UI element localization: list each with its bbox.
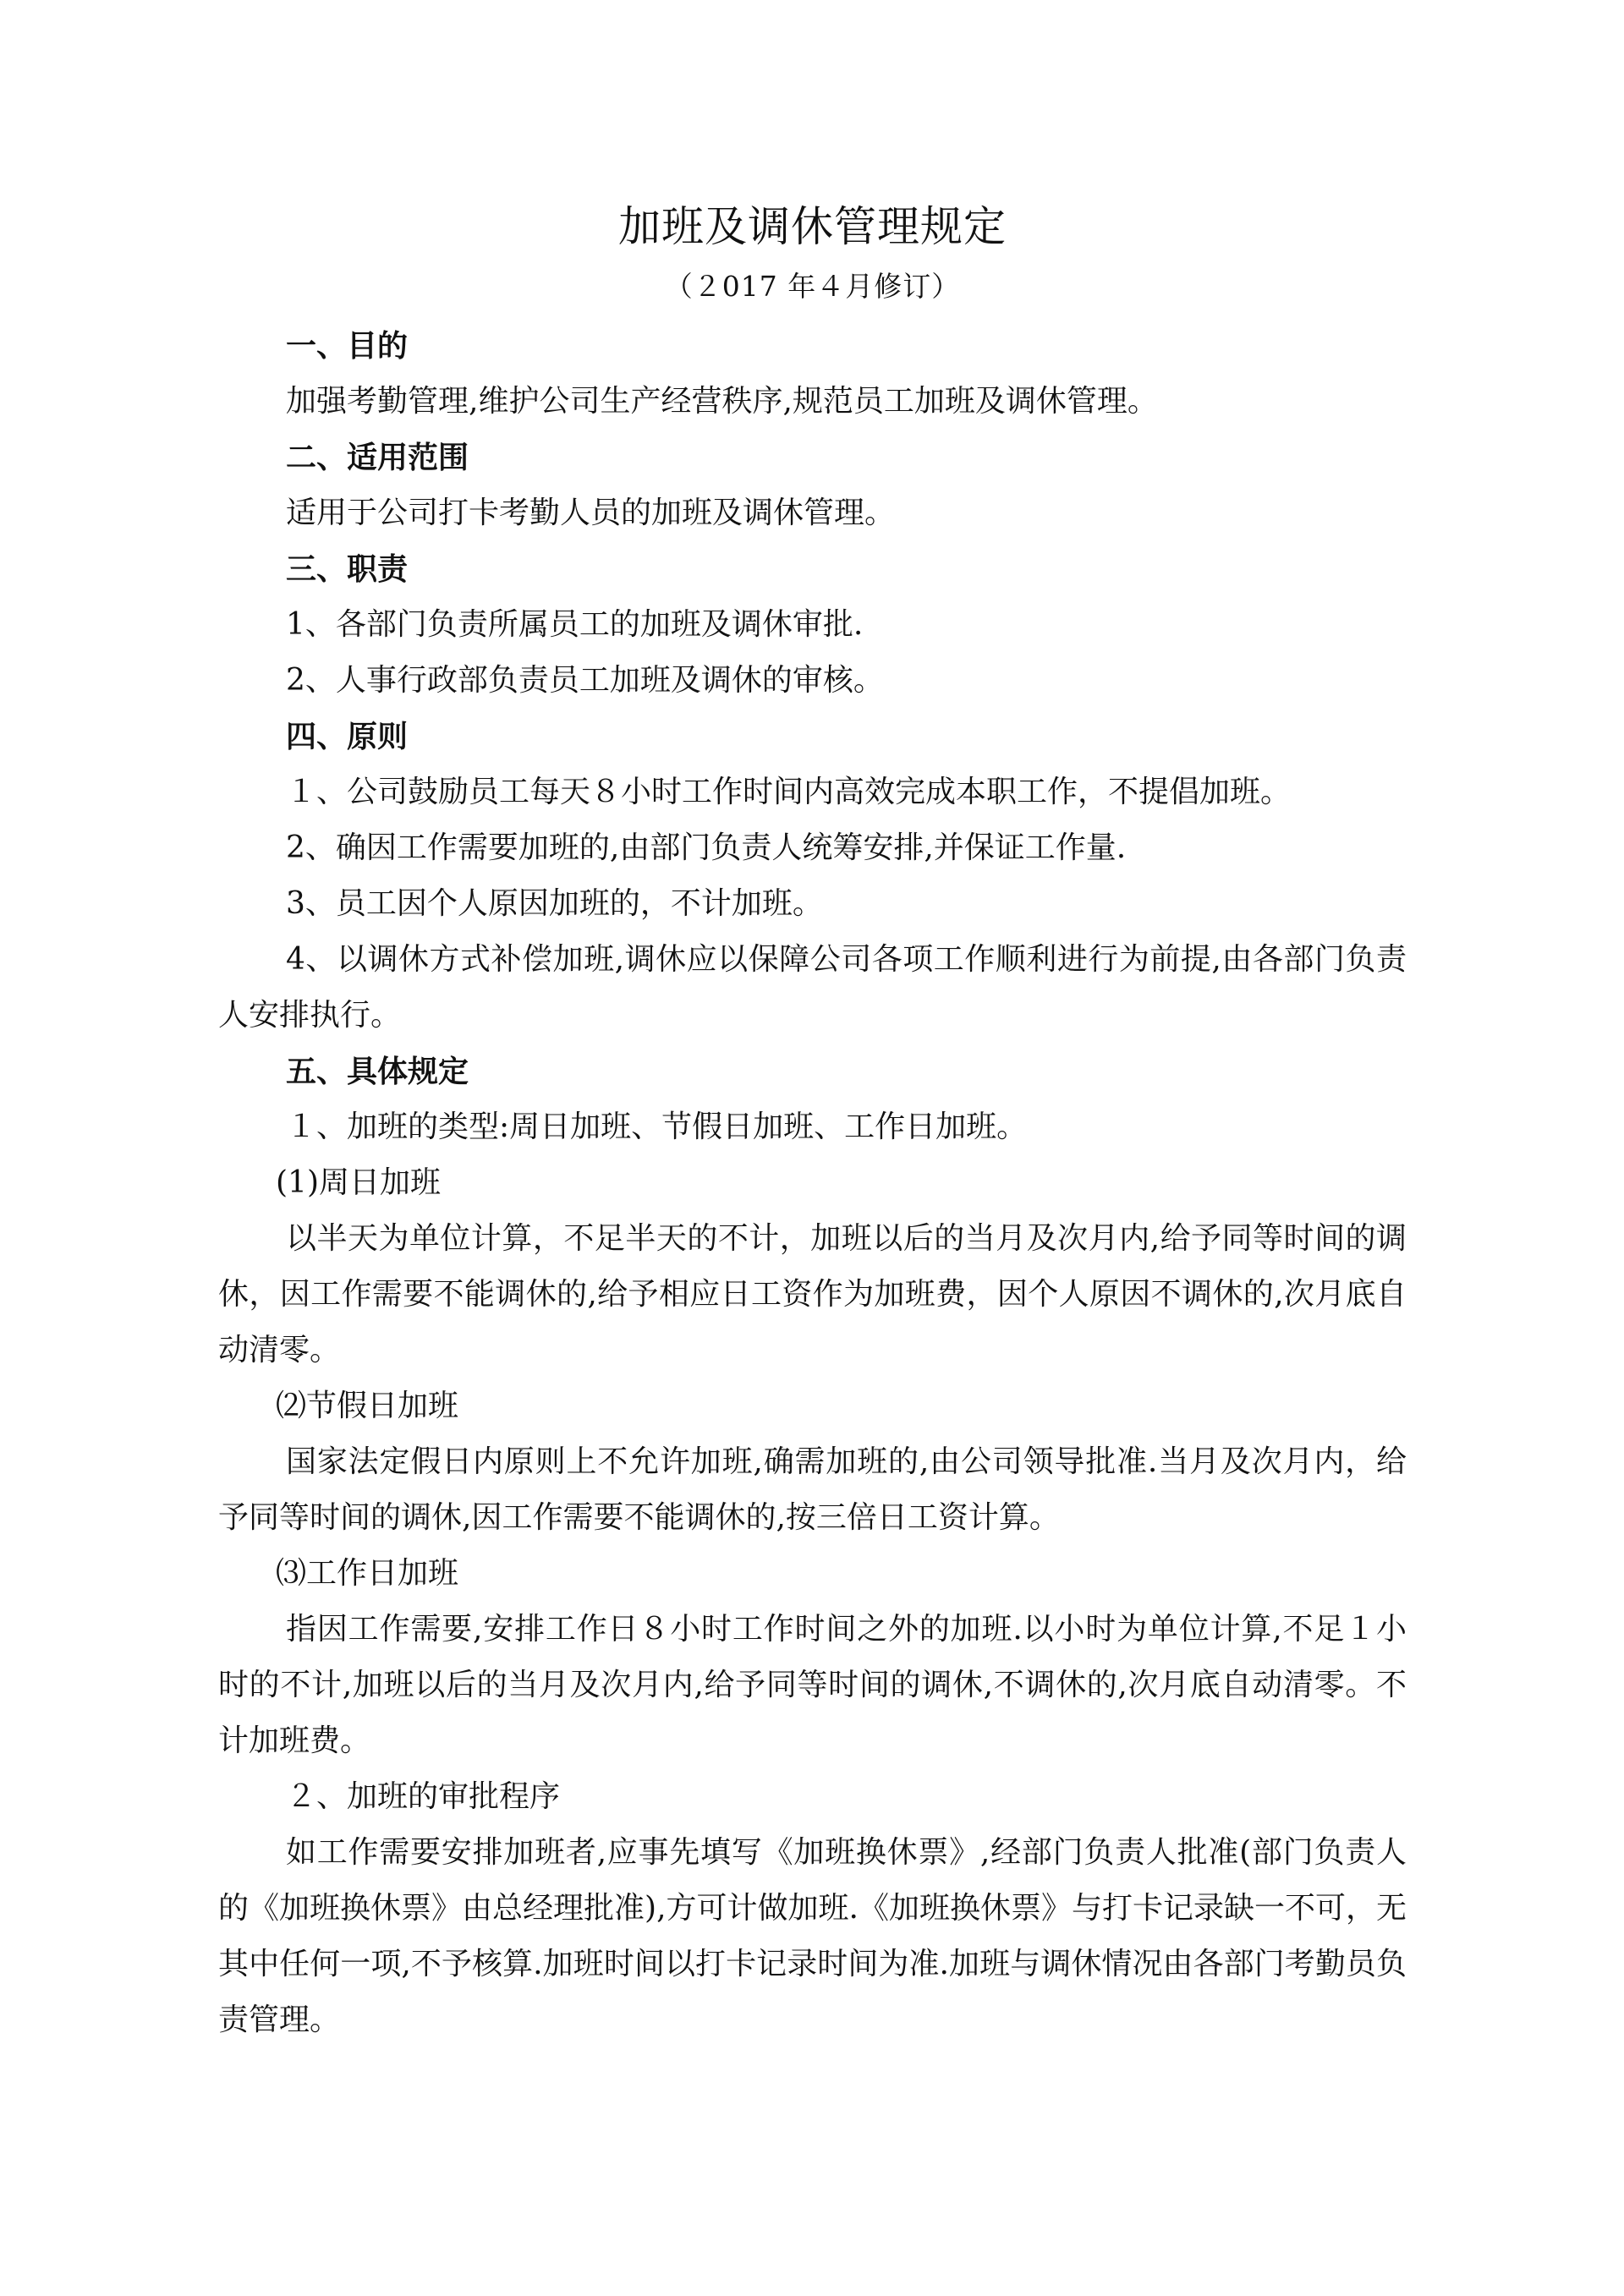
section-heading-purpose: 一、目的 [286, 328, 409, 364]
rules-sub3-heading: ⑶工作日加班 [276, 1556, 459, 1591]
duties-item-2: 2、人事行政部负责员工加班及调休的审核。 [286, 663, 884, 698]
document-subtitle: （２017 年４月修订） [664, 270, 961, 303]
principles-item-1: １、公司鼓励员工每天８小时工作时间内高效完成本职工作，不提倡加班。 [286, 775, 1292, 809]
rules-sub2-text: 国家法定假日内原则上不允许加班,确需加班的,由公司领导批准.当月及次月内，给予同等时间的调休,因工作需要不能调休的,按三倍日工资计算。 [218, 1444, 1407, 1535]
duties-item-1: 1、各部门负责所属员工的加班及调休审批. [286, 607, 864, 642]
section-text-scope: 适用于公司打卡考勤人员的加班及调休管理。 [286, 496, 896, 530]
principles-item-3: 3、员工因个人原因加班的，不计加班。 [286, 886, 823, 921]
section-heading-scope: 二、适用范围 [286, 440, 469, 475]
section-heading-rules: 五、具体规定 [286, 1054, 469, 1089]
rules-item-2-text: 如工作需要安排加班者,应事先填写《加班换休票》,经部门负责人批准(部门负责人的《加班换休票》由总经理批准),方可计做加班.《加班换休票》与打卡记录缺一不可，无其中任何一项,不予核算.加班时间以打卡记录时间为准.加班与调休情况由各部门考勤员负责管理。 [218, 1835, 1407, 2037]
rules-item-2: ２、加班的审批程序 [286, 1779, 561, 1814]
document-title: 加班及调休管理规定 [618, 202, 1007, 251]
rules-sub1-text: 以半天为单位计算，不足半天的不计，加班以后的当月及次月内,给予同等时间的调休，因工作需要不能调休的,给予相应日工资作为加班费，因个人原因不调休的,次月底自动清零。 [218, 1221, 1407, 1367]
rules-sub2-heading: ⑵节假日加班 [276, 1389, 459, 1423]
rules-sub1-heading: (1)周日加班 [276, 1165, 441, 1200]
principles-item-4: 4、以调休方式补偿加班,调休应以保障公司各项工作顺利进行为前提,由各部门负责人安排执行。 [218, 942, 1407, 1033]
rules-sub3-text: 指因工作需要,安排工作日８小时工作时间之外的加班.以小时为单位计算,不足１小时的不计,加班以后的当月及次月内,给予同等时间的调休,不调休的,次月底自动清零。不计加班费。 [218, 1612, 1407, 1758]
section-heading-principles: 四、原则 [286, 719, 409, 754]
section-heading-duties: 三、职责 [286, 551, 409, 587]
principles-item-2: 2、确因工作需要加班的,由部门负责人统筹安排,并保证工作量. [286, 830, 1127, 865]
section-text-purpose: 加强考勤管理,维护公司生产经营秩序,规范员工加班及调休管理。 [286, 384, 1158, 419]
document-content [218, 193, 1407, 2048]
rules-item-1: １、加班的类型:周日加班、节假日加班、工作日加班。 [286, 1110, 1028, 1144]
